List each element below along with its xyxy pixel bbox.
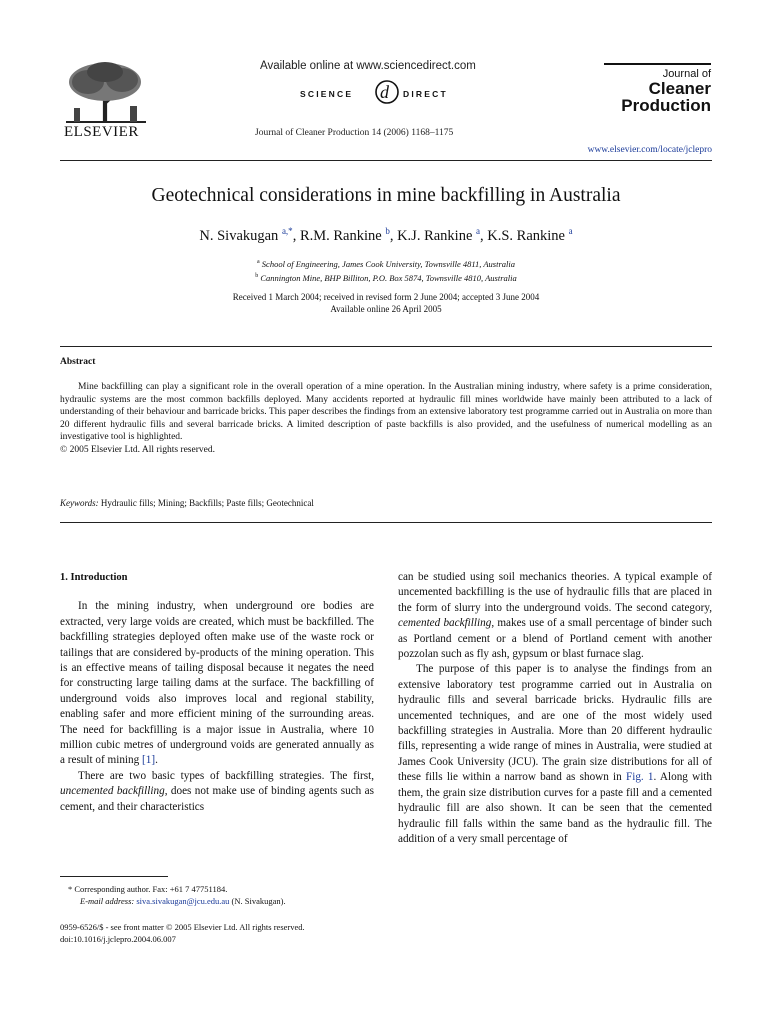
footnotes — [60, 883, 374, 907]
received-dates: Received 1 March 2004; received in revised form 2 June 2004; accepted 3 June 2004 — [232, 292, 540, 302]
journal-logo-line2: Cleaner — [648, 79, 711, 98]
paragraph: can be studied using soil mechanics theories. A typical example of uncemented backfilling is the use of hydraulic fills that are placed in the form of slurry into the underground voids. The second category, cemented backfilling, makes use of a small percentage of binder such as Portland cement or a blend of Portland cement with another pozzolan such as fly ash, gypsum or blast furnace slag. — [398, 571, 712, 661]
section-heading: 1. Introduction — [60, 572, 128, 583]
journal-reference: Journal of Cleaner Production 14 (2006) 1168–1175 — [255, 128, 454, 138]
journal-url-link[interactable]: www.elsevier.com/locate/jclepro — [587, 145, 712, 155]
keywords-divider — [60, 522, 712, 523]
affiliation-line — [60, 256, 712, 270]
author-affiliation-mark[interactable]: a,* — [281, 226, 293, 236]
abstract-copyright: © 2005 Elsevier Ltd. All rights reserved. — [60, 444, 215, 455]
left-column — [60, 570, 374, 815]
sciencedirect-logo — [300, 78, 470, 106]
citation-link[interactable]: [1] — [142, 754, 156, 767]
figure-link[interactable]: Fig. 1 — [625, 771, 654, 784]
author-affiliation-mark[interactable]: a — [476, 226, 481, 236]
author-affiliation-mark[interactable]: a — [568, 226, 573, 236]
footnote-divider — [60, 876, 168, 877]
author-name: K.S. Rankine — [487, 227, 565, 244]
author-list: N. Sivakugan $^{a,*}$, R.M. Rankine $^b$, K.J. Rankine $^a$, K.S. Rankine $^a$ — [199, 226, 573, 244]
available-online-text: Available online at www.sciencedirect.com — [260, 60, 476, 72]
affiliation-mark: b — [255, 272, 259, 279]
journal-logo-rule — [604, 63, 711, 65]
right-column — [398, 570, 712, 847]
author-name: K.J. Rankine — [397, 227, 473, 244]
sd-logo-left-text: SCIENCE — [300, 89, 354, 99]
affiliation-line — [60, 270, 712, 284]
affiliations — [60, 256, 712, 284]
email-link[interactable]: siva.sivakugan@jcu.edu.au — [136, 896, 230, 906]
journal-logo-line1: Journal of — [662, 68, 711, 80]
online-date: Available online 26 April 2005 — [330, 304, 442, 314]
author-name: R.M. Rankine — [299, 227, 382, 244]
sd-d-glyph: d — [380, 82, 389, 102]
abstract-body — [60, 381, 712, 456]
doi-line: doi:10.1016/j.jclepro.2004.06.007 — [60, 934, 176, 944]
journal-logo — [604, 63, 711, 114]
abstract-text: Mine backfilling can play a significant role in the overall operation of a mine operation. In the Australian mining industry, where safety is a prime consideration, hydraulic systems are the most common backfills deployed. Many accidents reported at hydraulic fill mines worldwide have mainly been attributed to a lack of understanding of their behaviour and barricade bricks. This paper describes the findings from an extensive laboratory test programme carried out in Australia on more than 20 different hydraulic fills and several barricade bricks. A limited description of paste backfills is also provided, and the usefulness of numerical modelling as an investigative tool is highlighted. — [60, 382, 712, 442]
affiliation-text: Cannington Mine, BHP Billiton, P.O. Box 5874, Townsville 4810, Australia — [260, 272, 517, 283]
paragraph: There are two basic types of backfilling strategies. The first, uncemented backfilling, does not make use of binding agents such as cement, and their characteristics — [60, 769, 374, 813]
email-suffix: (N. Sivakugan). — [231, 896, 286, 906]
affiliation-text: School of Engineering, James Cook University, Townsville 4811, Australia — [261, 258, 515, 269]
abstract-heading: Abstract — [60, 357, 96, 367]
paper-title: Geotechnical considerations in mine backfilling in Australia — [151, 185, 621, 206]
emphasis: uncemented backfilling — [60, 785, 165, 798]
keywords-list: Hydraulic fills; Mining; Backfills; Paste fills; Geotechnical — [100, 498, 314, 508]
paragraph: The purpose of this paper is to analyse the findings from an extensive laboratory test programme carried out in Australia on hydraulic fills and several barricade bricks. Hydraulic fills are uncemented techniques, and are one of the most widely used backfilling strategies in Australia. More than 20 different hydraulic fills, representing a wide range of mines in Australia, were studied at James Cook University (JCU). The grain size distributions for all of these fills lie within a narrow band as shown in Fig. 1. Along with them, the grain size distribution curves for a paste fill and a cemented hydraulic fill are also shown. It can be seen that the cemented hydraulic fill falls within the same band as the hydraulic fill. The addition of a very small percentage of — [398, 663, 713, 845]
publisher-name: ELSEVIER — [64, 124, 139, 140]
author-affiliation-mark[interactable]: b — [385, 226, 390, 236]
journal-logo-line3: Production — [621, 96, 711, 115]
emphasis: cemented backfilling — [398, 617, 492, 630]
front-matter — [60, 921, 400, 945]
affiliation-mark: a — [257, 259, 260, 265]
article-history — [60, 291, 712, 315]
keywords — [60, 498, 712, 508]
author-name: N. Sivakugan — [199, 227, 279, 244]
issn-line: 0959-6526/$ - see front matter © 2005 Elsevier Ltd. All rights reserved. — [60, 922, 305, 932]
corresponding-author-note: * Corresponding author. Fax: +61 7 47751184. — [68, 884, 228, 894]
paragraph: In the mining industry, when underground ore bodies are extracted, very large voids are created, which must be backfilled. The backfilling strategies deployed often make use of the waste rock or tailings that are considered by-products of the mining operation. This is an effective means of tailing disposal because it negates the need for constructing large tailing dams at the surface. The backfilling of underground voids also improves local and regional stability, enabling safer and more efficient mining of the surrounding areas. The need for backfilling is a major issue in Australia, where 10 million cubic metres of underground voids are generated annually as a result of mining [1]. — [60, 600, 374, 767]
email-note — [60, 895, 374, 907]
header-divider — [60, 160, 712, 161]
keywords-label: Keywords: — [60, 498, 99, 508]
sd-logo-right-text: DIRECT — [403, 89, 448, 99]
email-label: E-mail address: — [80, 896, 135, 906]
title-divider — [60, 346, 712, 347]
